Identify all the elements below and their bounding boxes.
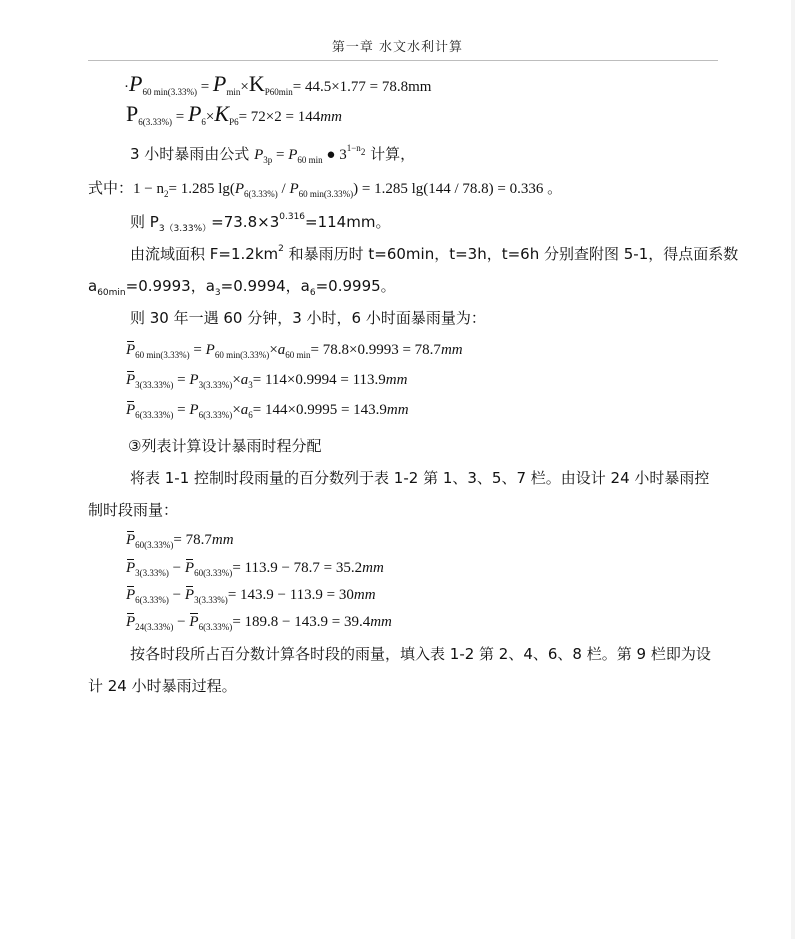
paragraph-area-line1: 由流域面积 $F=1.2km^2$ 和暴雨历时 t=60min，t=3h，t=6h 分别查附图 5-1，得点面系数 [130, 244, 739, 263]
equation-ctrl-24h: $P_{24(3.33\%)} - P_{6(3.33\%)}= 189.8 - 143.9 = 39.4mm$ [126, 614, 392, 632]
paragraph-table-line1: 将表 1-1 控制时段雨量的百分数列于表 1-2 第 1、3、5、7 栏。由设计 24 小时暴雨控 [130, 469, 710, 487]
paragraph-30yr: 则 30 年一遇 60 分钟，3 小时，6 小时面暴雨量为： [130, 309, 486, 327]
equation-area-6h: $P_{6(33.33\%)} = P_{6(3.33\%)}\times a_6= 144\times 0.9995 = 143.9mm$ [126, 402, 409, 420]
equation-p6: $P_{6(3.33\%)} = P_6\times K_{P6}= 72\times 2 = 144mm$ [126, 101, 342, 127]
paragraph-fill-line1: 按各时段所占百分数计算各时段的雨量，填入表 1-2 第 2、4、6、8 栏。第 9 栏即为设 [130, 645, 711, 663]
equation-ctrl-3h: $P_{3(3.33\%)} - P_{60(3.33\%)}= 113.9 - 78.7 = 35.2mm$ [126, 560, 384, 578]
equation-ctrl-6h: $P_{6(3.33\%)} - P_{3(3.33\%)}= 143.9 - 113.9 = 30mm$ [126, 587, 376, 605]
section-heading-distribution: ③列表计算设计暴雨时程分配 [128, 437, 322, 455]
paragraph-where: 式中：$1 - n_2= 1.285$ $\lg(P_{6(3.33\%)} / P_{60 min(3.33\%)}) = 1.285$ lg(144 / 78.8) = 0.336 。 [88, 179, 563, 199]
page-header: 第一章 水文水利计算 [331, 40, 464, 55]
equation-ctrl-60: $P_{60(3.33\%)}= 78.7mm$ [126, 532, 234, 550]
paragraph-fill-line2: 计 24 小时暴雨过程。 [88, 677, 237, 695]
paragraph-p3-result: 则 $P_{3(3.33\%)}=73.8\times 3^{0.316}=114mm$。 [130, 212, 391, 234]
equation-area-60min: $P_{60 min(3.33\%)} = P_{60 min(3.33\%)}\times a_{60 min}= 78.8\times 0.9993 = 78.7mm$ [126, 342, 463, 360]
header-divider [88, 60, 718, 61]
equation-p60min: $\cdot P_{60 min(3.33\%)} = P_{min}\times K_{P60min}= 44.5\times 1.77 = 78.8mm$ [124, 71, 432, 97]
paragraph-area-line2: $a_{60min}=0.9993$，$a_3=0.9994$，$a_6=0.9995$。 [88, 277, 396, 298]
equation-area-3h: $P_{3(33.33\%)} = P_{3(3.33\%)}\times a_3= 114\times 0.9994 = 113.9mm$ [126, 372, 408, 390]
paragraph-table-line2: 制时段雨量： [88, 501, 179, 519]
paragraph-3h-formula: 3 小时暴雨由公式 $P_{3p} = P_{60 min}$ ● $3^{1-n_2}$ 计算， [130, 143, 416, 165]
page-edge [791, 0, 795, 939]
